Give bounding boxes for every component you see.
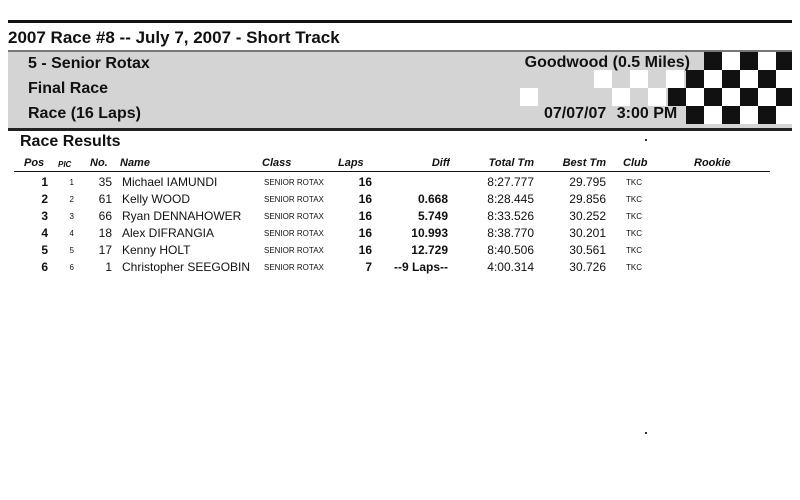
header-no: No.: [90, 157, 108, 169]
cell-diff: 12.729: [411, 243, 448, 257]
header-rookie: Rookie: [694, 157, 731, 169]
cell-club: TKC: [626, 263, 642, 272]
cell-name: Michael IAMUNDI: [122, 175, 218, 189]
header-best: Best Tm: [562, 157, 606, 169]
cell-no: 17: [98, 243, 112, 257]
cell-best: 30.201: [569, 226, 606, 240]
header-club: Club: [623, 157, 648, 169]
cell-pos: 5: [41, 243, 48, 257]
cell-pic: 1: [69, 178, 74, 187]
race-banner: [8, 50, 792, 131]
cell-name: Christopher SEEGOBIN: [122, 260, 251, 274]
race-name: Race (16 Laps): [28, 105, 141, 122]
cell-class: SENIOR ROTAX: [264, 229, 324, 238]
header-pic: PIC: [58, 160, 72, 169]
cell-best: 30.726: [569, 260, 606, 274]
header-pos: Pos: [24, 157, 45, 169]
scan-speck: [645, 139, 647, 141]
cell-best: 29.856: [569, 192, 606, 206]
cell-club: TKC: [626, 178, 642, 187]
cell-club: TKC: [626, 195, 642, 204]
cell-class: SENIOR ROTAX: [264, 246, 324, 255]
cell-pic: 2: [69, 195, 74, 204]
header-rule: [14, 171, 770, 172]
cell-laps: 16: [358, 209, 372, 223]
top-rule: [8, 20, 792, 23]
race-time: 3:00 PM: [616, 105, 678, 122]
cell-diff: 10.993: [411, 226, 448, 240]
cell-no: 61: [98, 192, 112, 206]
cell-club: TKC: [626, 212, 642, 221]
cell-no: 66: [98, 209, 112, 223]
cell-class: SENIOR ROTAX: [264, 263, 324, 272]
cell-no: 35: [98, 175, 112, 189]
header-class: Class: [262, 157, 292, 169]
cell-pic: 3: [69, 212, 74, 221]
cell-name: Kelly WOOD: [122, 192, 191, 206]
cell-pos: 4: [41, 226, 48, 240]
cell-class: SENIOR ROTAX: [264, 178, 324, 187]
document-title: 2007 Race #8 -- July 7, 2007 - Short Track: [8, 28, 340, 47]
cell-pic: 5: [69, 246, 74, 255]
cell-best: 30.561: [569, 243, 606, 257]
class-name: 5 - Senior Rotax: [28, 55, 150, 72]
header-name: Name: [120, 157, 150, 169]
cell-total: 4:00.314: [487, 260, 534, 274]
cell-best: 29.795: [569, 175, 606, 189]
cell-total: 8:28.445: [487, 192, 534, 206]
header-laps: Laps: [338, 157, 364, 169]
cell-diff: 0.668: [417, 192, 448, 206]
header-diff: Diff: [431, 157, 450, 169]
cell-diff: --9 Laps--: [394, 260, 448, 274]
cell-club: TKC: [626, 246, 642, 255]
cell-no: 1: [105, 260, 112, 274]
race-date: 07/07/07: [544, 105, 607, 122]
cell-name: Kenny HOLT: [122, 243, 191, 257]
scan-speck: [645, 432, 647, 434]
cell-pic: 4: [69, 229, 74, 238]
cell-pic: 6: [69, 263, 74, 272]
session-name: Final Race: [28, 80, 109, 97]
cell-total: 8:40.506: [487, 243, 534, 257]
cell-laps: 16: [358, 226, 372, 240]
cell-total: 8:33.526: [487, 209, 534, 223]
race-datetime: [544, 105, 677, 123]
cell-diff: 5.749: [417, 209, 448, 223]
cell-class: SENIOR ROTAX: [264, 212, 324, 221]
cell-class: SENIOR ROTAX: [264, 195, 324, 204]
cell-pos: 3: [41, 209, 48, 223]
cell-club: TKC: [626, 229, 642, 238]
cell-pos: 1: [41, 175, 48, 189]
cell-laps: 7: [365, 260, 372, 274]
cell-no: 18: [98, 226, 112, 240]
cell-total: 8:38.770: [487, 226, 534, 240]
cell-laps: 16: [358, 192, 372, 206]
cell-name: Alex DIFRANGIA: [122, 226, 215, 240]
cell-name: Ryan DENNAHOWER: [122, 209, 242, 223]
venue: Goodwood (0.5 Miles): [524, 54, 690, 71]
cell-pos: 2: [41, 192, 48, 206]
cell-total: 8:27.777: [487, 175, 534, 189]
header-total: Total Tm: [488, 157, 534, 169]
cell-pos: 6: [41, 260, 48, 274]
section-title: Race Results: [20, 133, 121, 150]
cell-laps: 16: [358, 175, 372, 189]
cell-best: 30.252: [569, 209, 606, 223]
cell-laps: 16: [358, 243, 372, 257]
